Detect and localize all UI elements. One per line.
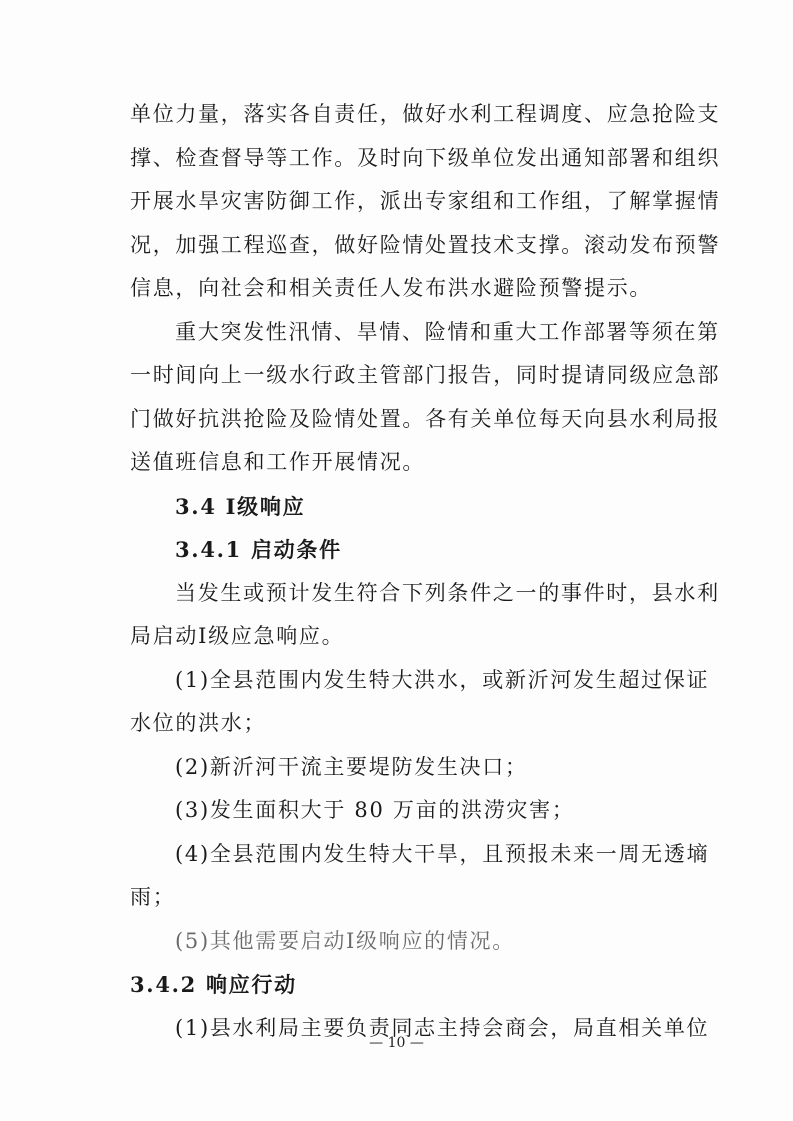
condition-item-1-cont: 水位的洪水； bbox=[130, 711, 267, 735]
condition-item-4: (4)全县范围内发生特大干旱，且预报未来一周无透墒 bbox=[175, 841, 710, 866]
condition-item-3: (3)发生面积大于 80 万亩的洪涝灾害； bbox=[175, 798, 575, 822]
document-body bbox=[130, 93, 721, 1050]
body-line-13: 局启动Ⅰ级应急响应。 bbox=[130, 624, 345, 648]
body-line-2: 撑、检查督导等工作。及时向下级单位发出通知部署和组织 bbox=[130, 145, 721, 170]
body-line-6: 重大突发性汛情、旱情、险情和重大工作部署等须在第 bbox=[175, 319, 720, 344]
body-line-4: 况，加强工程巡查，做好险情处置技术支撑。滚动发布预警 bbox=[130, 232, 721, 257]
condition-item-2: (2)新沂河干流主要堤防发生决口； bbox=[175, 754, 528, 779]
condition-item-1: (1)全县范围内发生特大洪水，或新沂河发生超过保证 bbox=[175, 667, 710, 692]
body-line-1: 单位力量，落实各自责任，做好水利工程调度、应急抢险支 bbox=[130, 102, 721, 126]
subsection-heading-3-4-2: 3.4.2 响应行动 bbox=[130, 972, 297, 997]
page-number: — 10 — bbox=[369, 1035, 424, 1051]
body-line-3: 开展水旱灾害防御工作，派出专家组和工作组，了解掌握情 bbox=[130, 189, 721, 213]
body-line-7: 一时间向上一级水行政主管部门报告，同时提请同级应急部 bbox=[130, 363, 721, 387]
body-line-5: 信息，向社会和相关责任人发布洪水避险预警提示。 bbox=[130, 276, 653, 300]
condition-item-4-cont: 雨； bbox=[130, 885, 176, 909]
section-heading-3-4: 3.4 Ⅰ级响应 bbox=[175, 493, 306, 519]
body-line-12: 当发生或预计发生符合下列条件之一的事件时，县水利 bbox=[175, 580, 720, 605]
subsection-heading-3-4-1: 3.4.1 启动条件 bbox=[175, 537, 342, 562]
condition-item-5: (5)其他需要启动Ⅰ级响应的情况。 bbox=[175, 928, 515, 953]
body-line-8: 门做好抗洪抢险及险情处置。各有关单位每天向县水利局报 bbox=[130, 406, 721, 431]
body-line-9: 送值班信息和工作开展情况。 bbox=[130, 450, 426, 474]
action-item-1: (1)县水利局主要负责同志主持会商会，局直相关单位 bbox=[175, 1015, 710, 1040]
